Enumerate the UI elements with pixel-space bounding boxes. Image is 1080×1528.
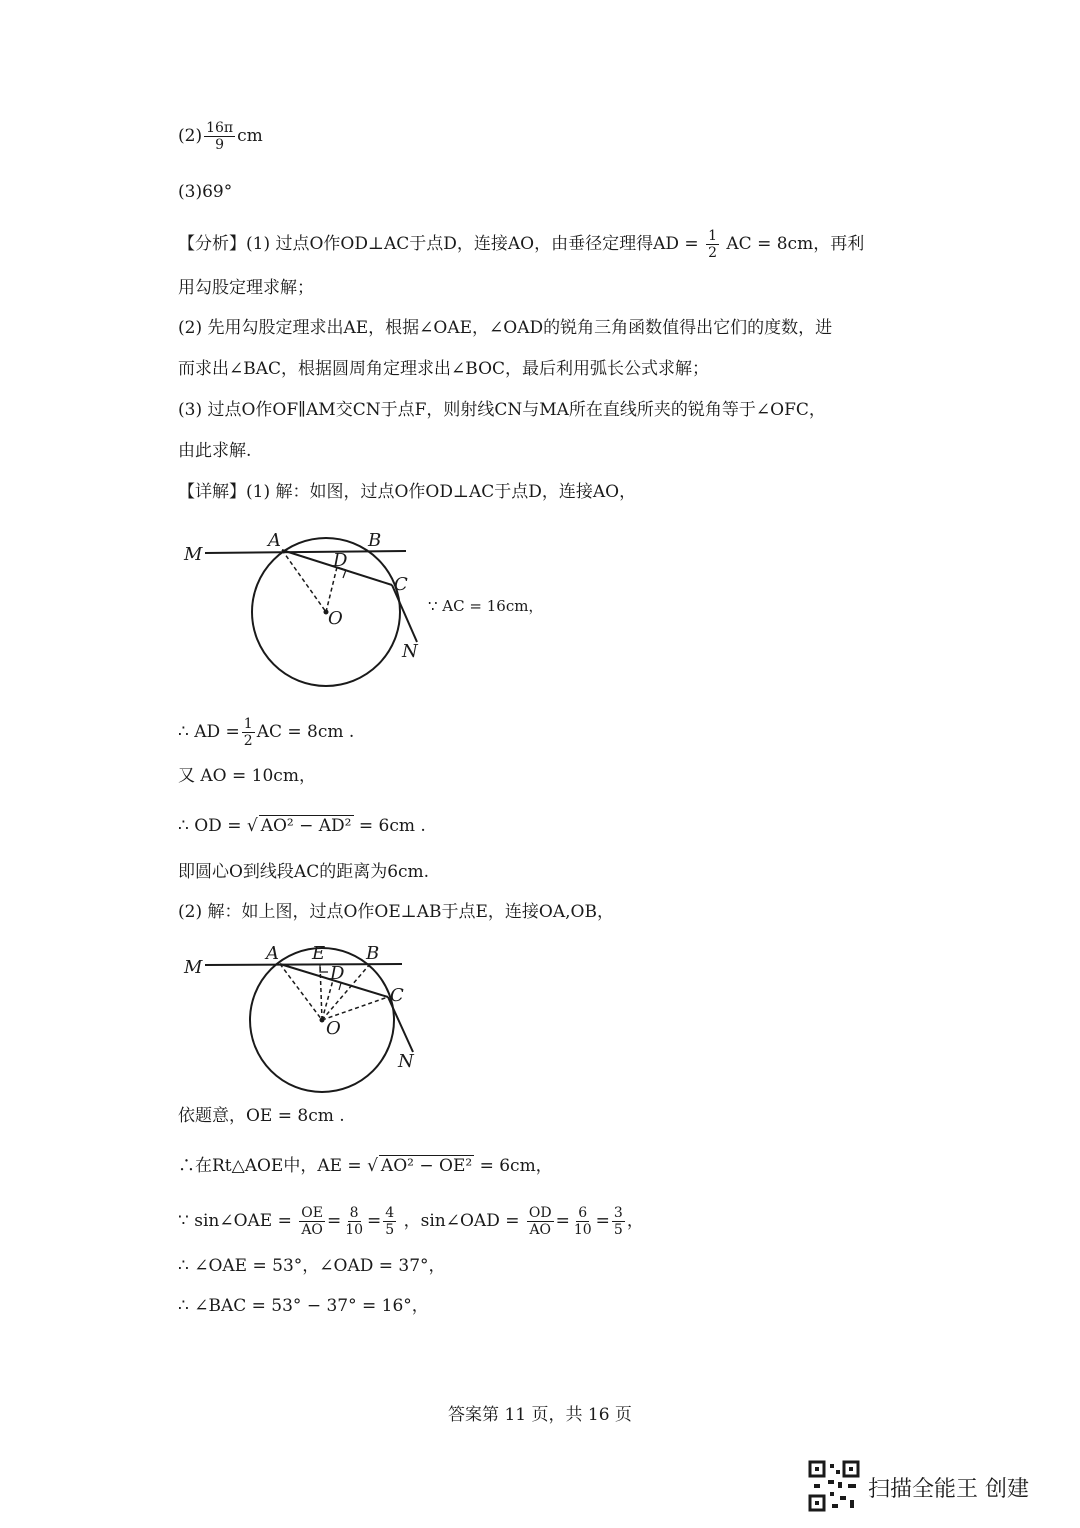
fraction: $\frac{16\pi}{9}$ (206, 120, 234, 153)
analysis-line-1: 【分析】(1) 过点O作OD⊥AC于点D，连接AO，由垂径定理得AD = $\frac{1}{2}$ AC = 8cm，再利 (178, 228, 865, 261)
given-ac: ∵ AC = 16cm， (428, 597, 544, 615)
fraction: $\frac{1}{2}$ (243, 716, 253, 749)
label-D: D (333, 550, 348, 571)
analysis-line-3: (2) 先用勾股定理求出AE，根据∠OAE，∠OAD的锐角三角函数值得出它们的度数，进 (178, 318, 833, 338)
detail-part-2: (2) 解：如上图，过点O作OE⊥AB于点E，连接OA,OB， (178, 902, 614, 922)
label-D: D (330, 963, 345, 984)
label-A: A (266, 943, 279, 964)
analysis-line-2: 用勾股定理求解； (178, 278, 314, 298)
label-A: A (268, 530, 281, 551)
answer-2: (2) $\frac{16\pi}{9}$ cm (178, 120, 263, 153)
detail-sin: ∵ sin∠OAE = $\frac{OE}{AO}$ = $\frac{8}{10}$ = $\frac{4}{5}$ ，sin∠OAD = $\frac{OD}{AO}$ = $\frac{6}{10}$ = $\frac{3}{5}$ ， (178, 1205, 644, 1238)
geometry-figure-1 (170, 520, 450, 700)
label-M: M (184, 544, 203, 565)
fraction: $\frac{3}{5}$ (613, 1205, 623, 1238)
label-O: O (328, 608, 343, 629)
label-N: N (402, 641, 418, 662)
label-C: C (390, 985, 404, 1006)
detail-angles: ∴ ∠OAE = 53°，∠OAD = 37°， (178, 1256, 446, 1276)
analysis-line-6: 由此求解. (178, 441, 252, 461)
fraction: $\frac{4}{5}$ (385, 1205, 395, 1238)
fraction: $\frac{OE}{AO}$ (301, 1205, 323, 1238)
label-B: B (366, 943, 380, 964)
scanner-brand: 扫描全能王 创建 (868, 1477, 1029, 1502)
analysis-line-4: 而求出∠BAC，根据圆周角定理求出∠BOC，最后利用弧长公式求解； (178, 359, 710, 379)
detail-bac: ∴ ∠BAC = 53° − 37° = 16°， (178, 1296, 429, 1316)
fraction: $\frac{6}{10}$ (573, 1205, 592, 1238)
fraction: $\frac{1}{2}$ (708, 228, 717, 261)
label-N: N (398, 1051, 414, 1072)
detail-ao: 又 AO = 10cm， (178, 766, 316, 786)
detail-ad: ∴ AD = $\frac{1}{2}$ AC = 8cm . (178, 716, 355, 749)
label-C: C (394, 574, 408, 595)
detail-od: ∴ OD = √ AO² − AD² = 6cm . (178, 816, 426, 836)
label-B: B (368, 530, 382, 551)
label-O: O (326, 1018, 341, 1039)
analysis-line-5: (3) 过点O作OF∥AM交CN于点F，则射线CN与MA所在直线所夹的锐角等于∠OFC， (178, 400, 826, 420)
detail-ae: ∴在Rt△AOE中，AE = √ AO² − OE² = 6cm， (178, 1156, 553, 1176)
qr-code-icon (808, 1460, 860, 1512)
geometry-figure-2 (170, 935, 450, 1095)
detail-distance: 即圆心O到线段AC的距离为6cm. (178, 862, 430, 882)
answer-3: (3)69° (178, 182, 233, 202)
label-M: M (184, 957, 203, 978)
page-footer: 答案第 11 页，共 16 页 (448, 1405, 632, 1425)
fraction: $\frac{8}{10}$ (345, 1205, 364, 1238)
fraction: $\frac{OD}{AO}$ (528, 1205, 552, 1238)
detail-line-1: 【详解】(1) 解：如图，过点O作OD⊥AC于点D，连接AO， (178, 482, 637, 502)
detail-oe: 依题意，OE = 8cm . (178, 1106, 345, 1126)
label-E: E (312, 943, 326, 964)
